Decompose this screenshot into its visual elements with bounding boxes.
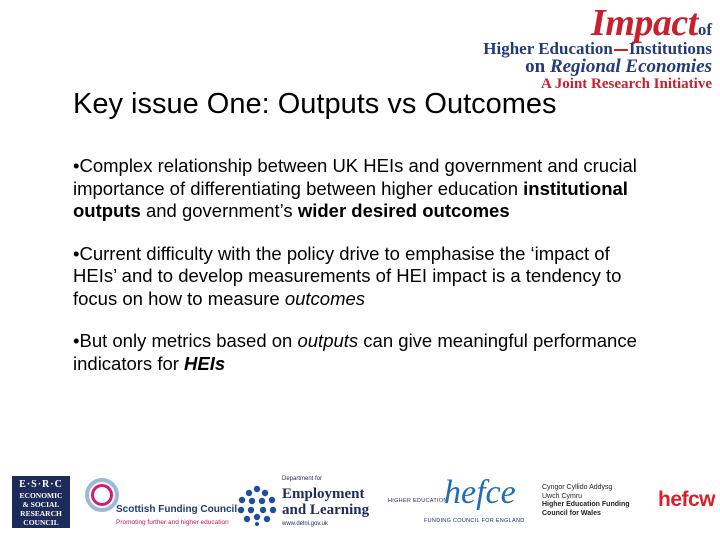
del-website: www.delni.gov.uk	[282, 521, 328, 527]
esrc-line-2: & SOCIAL	[22, 500, 60, 509]
logo-regional-line	[482, 57, 712, 76]
sfc-logo	[82, 474, 238, 530]
impact-logo	[482, 4, 712, 92]
hefcw-english-2: Council for Wales	[542, 509, 601, 517]
hefce-funding-council: FUNDING COUNCIL FOR ENGLAND	[424, 518, 525, 524]
hefcw-english-1: Higher Education Funding	[542, 501, 630, 508]
del-logo	[236, 472, 370, 534]
bullet-3	[73, 330, 658, 375]
hefcw-wordmark: hefcw	[658, 488, 716, 511]
bullet-3-italic: outputs	[297, 330, 359, 351]
logo-joint-research: A Joint Research Initiative	[541, 76, 712, 92]
hefce-higher-education: HIGHER EDUCATION	[388, 498, 448, 504]
bullet-3-bold-italic: HEIs	[184, 352, 226, 374]
del-name	[282, 486, 369, 518]
bullet-1-text: •Complex relationship between UK HEIs and government and crucial importance of differentiating between higher education	[73, 155, 637, 199]
bullet-2-text: •Current difficulty with the policy drive to emphasise the ‘impact of HEIs’ and to develop measurements of HEI impact is a tendency to focus on how to measure	[73, 242, 622, 309]
hefcw-logo	[542, 482, 716, 532]
logo-on-word: on	[525, 56, 546, 77]
sfc-name: Scottish Funding Council	[116, 504, 238, 515]
logo-of-word: of	[697, 20, 712, 39]
logo-impact-line	[482, 4, 712, 42]
logo-higher-education: Higher Education	[483, 39, 613, 58]
esrc-line-4: COUNCIL	[23, 518, 59, 527]
del-dots-icon	[236, 484, 278, 526]
bullet-1-bold-b: wider desired outcomes	[297, 200, 510, 221]
esrc-logo	[12, 476, 70, 528]
del-employment: Employment	[282, 486, 365, 502]
logo-impact-word: Impact	[591, 2, 698, 44]
hefcw-text	[542, 484, 630, 518]
logo-institutions: Institutions	[628, 39, 712, 58]
logo-regional-economies: Regional Economies	[549, 56, 712, 77]
esrc-line-3: RESEARCH	[20, 509, 62, 518]
bullet-1-text-b: and government’s	[140, 200, 298, 221]
esrc-line-1: ECONOMIC	[19, 491, 63, 500]
logo-dash	[614, 49, 628, 51]
slide-title: Key issue One: Outputs vs Outcomes	[73, 88, 557, 120]
sfc-tagline: Promoting further and higher education	[116, 519, 229, 526]
bullet-list	[73, 155, 658, 395]
bullet-2-italic: outcomes	[284, 287, 366, 309]
hefcw-welsh-2: Uwch Cymru	[542, 492, 583, 500]
bullet-3-text-b: can give meaningful performance indicators for	[73, 330, 637, 374]
bullet-1	[73, 155, 658, 223]
sfc-inner-ring-icon	[91, 484, 113, 506]
hefce-wordmark: hefce	[444, 474, 516, 511]
hefce-logo	[384, 476, 528, 532]
hefcw-welsh-1: Cyngor Cyllido Addysg	[542, 484, 613, 491]
bullet-3-text: •But only metrics based on	[73, 330, 298, 351]
footer-logos	[0, 462, 720, 540]
bullet-1-bold-a: institutional outputs	[73, 177, 628, 221]
logo-hei-line	[482, 40, 712, 57]
del-department-for: Department for	[282, 476, 323, 482]
esrc-letters: E·S·R·C	[19, 479, 63, 490]
del-and-learning: and Learning	[282, 502, 370, 518]
bullet-2	[73, 243, 658, 311]
